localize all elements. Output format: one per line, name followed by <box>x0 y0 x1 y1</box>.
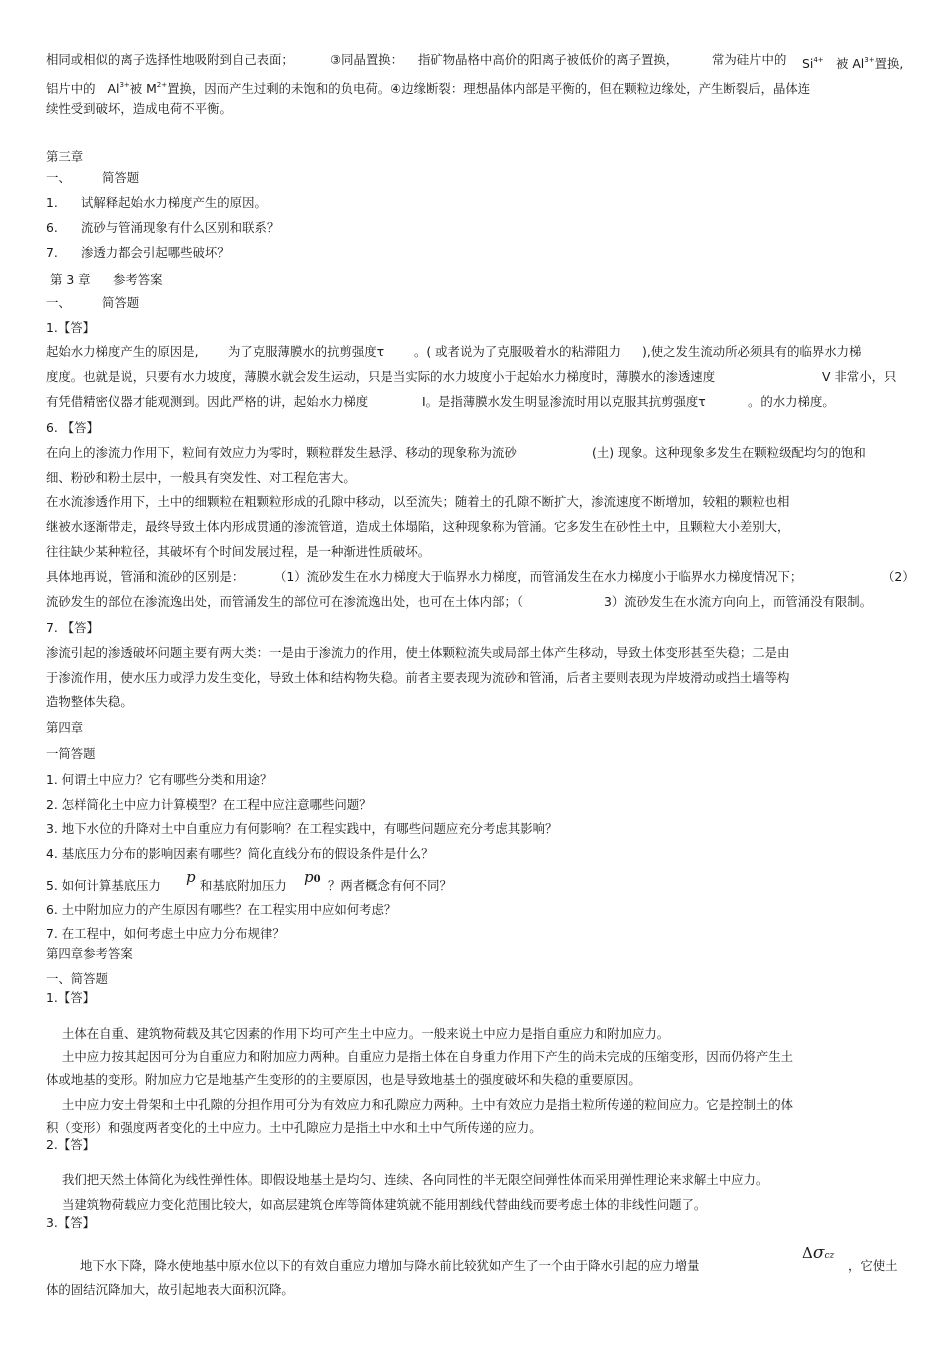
text: ③同晶置换： <box>330 52 404 67</box>
al-ion: $Al^{3+}$ <box>107 81 130 96</box>
question-item: 1. 试解释起始水力梯度产生的原因。 <box>46 195 267 210</box>
question-item: 7. 在工程中，如何考虑土中应力分布规律？ <box>46 926 285 941</box>
question-item: 3. 地下水位的升降对土中自重应力有何影响？在工程实践中，有哪些问题应充分考虑其影响？ <box>46 821 558 836</box>
answer-line: 继被水逐渐带走，最终导致土体内形成贯通的渗流管道，造成土体塌陷，这种现象称为管涌。它多发生在砂性土中，且颗粒大小差别大， <box>46 519 790 534</box>
answer-line: 地下水下降，降水使地基中原水位以下的有效自重应力增加与降水前比较犹如产生了一个由于降水引起的应力增量 Δσcz ，它使土 <box>80 1243 898 1273</box>
chapter-title: 第四章 <box>46 720 84 735</box>
answer-line: 在水流渗透作用下，土中的细颗粒在粗颗粒形成的孔隙中移动，以至流失；随着土的孔隙不断扩大，渗流速度不断增加，较粗的颗粒也相 <box>46 494 790 509</box>
text: 相同或相似的离子选择性地吸附到自己表面； <box>46 52 294 67</box>
section-heading: 一、 简答题 <box>46 295 140 310</box>
section-heading: 一、简答题 <box>46 971 108 986</box>
answer-label: 6. 【答】 <box>46 420 99 435</box>
question-item: 6. 流砂与管涌现象有什么区别和联系？ <box>46 220 280 235</box>
answer-line: 积（变形）和强度两者变化的土中应力。土中孔隙应力是指土中水和土中气所传递的应力。 <box>46 1120 542 1135</box>
question-item: 4. 基底压力分布的影响因素有哪些？简化直线分布的假设条件是什么？ <box>46 846 434 861</box>
answer-line: 土体在自重、建筑物荷载及其它因素的作用下均可产生土中应力。一般来说土中应力是指自重应力和附加应力。 <box>62 1026 670 1041</box>
answer-label: 2.【答】 <box>46 1137 95 1152</box>
answer-line: 流砂发生的部位在渗流逸出处，而管涌发生的部位可在渗流逸出处，也可在土体内部；（ 3）流砂发生在水流方向向上，而管涌没有限制。 <box>46 594 873 609</box>
answer-line: 渗流引起的渗透破坏问题主要有两大类：一是由于渗流力的作用，使土体颗粒流失或局部土体产生移动，导致土体变形甚至失稳；二是由 <box>46 645 790 660</box>
text: 指矿物晶格中高价的阳离子被低价的离子置换， <box>418 52 679 67</box>
text: 常为硅片中的 <box>712 52 787 67</box>
text: 置换，因而产生过剩的未饱和的负电荷。④边缘断裂：理想晶体内部是平衡的，但在颗粒边缘处，产生断裂后，晶体连 <box>167 81 811 96</box>
answer-line: 土中应力按其起因可分为自重应力和附加应力两种。自重应力是指土体在自身重力作用下产生的尚未完成的压缩变形，因而仍将产生土 <box>62 1049 794 1064</box>
answer-line: 于渗流作用，使水压力或浮力发生变化，导致土体和结构物失稳。前者主要表现为流砂和管涌，后者主要则表现为岸坡滑动或挡土墙等构 <box>46 670 790 685</box>
answer-line: 我们把天然土体简化为线性弹性体。即假设地基土是均匀、连续、各向同性的半无限空间弹性体而采用弹性理论来求解土中应力。 <box>62 1172 769 1187</box>
answers-title: 第 3 章 参考答案 <box>50 272 163 287</box>
answer-line: 体的固结沉降加大，故引起地表大面积沉降。 <box>46 1282 294 1297</box>
section-heading: 一简答题 <box>46 746 96 761</box>
al-ion: 被 $Al^{3+}$置换, <box>836 56 904 71</box>
m-ion: 被 $M^{2+}$ <box>129 81 168 96</box>
answer-line: 造物整体失稳。 <box>46 694 133 709</box>
question-item: 7. 渗透力都会引起哪些破坏？ <box>46 245 230 260</box>
p0-symbol: p0 <box>304 868 321 886</box>
answer-line: 起始水力梯度产生的原因是, 为了克服薄膜水的抗剪强度τ 。( 或者说为了克服吸着水的粘滞阻力 ),使之发生流动所必须具有的临界水力梯 <box>46 344 862 359</box>
answer-line: 度度。也就是说，只要有水力坡度，薄膜水就会发生运动，只是当实际的水力坡度小于起始水力梯度时，薄膜水的渗透速度 V 非常小，只 <box>46 369 897 384</box>
intro-line-3: 续性受到破坏，造成电荷不平衡。 <box>46 101 232 116</box>
answer-line: 往往缺少某种粒径，其破坏有个时间发展过程，是一种渐进性质破坏。 <box>46 544 431 559</box>
question-item: 1. 何谓土中应力？它有哪些分类和用途？ <box>46 772 273 787</box>
section-heading: 一、 简答题 <box>46 170 140 185</box>
answer-label: 3.【答】 <box>46 1215 95 1230</box>
answer-line: 细、粉砂和粉土层中，一般具有突发性、对工程危害大。 <box>46 470 356 485</box>
answer-line: 在向上的渗流力作用下，粒间有效应力为零时，颗粒群发生悬浮、移动的现象称为流砂 (土) 现象。这种现象多发生在颗粒级配均匀的饱和 <box>46 445 866 460</box>
answer-label: 7. 【答】 <box>46 620 99 635</box>
intro-line-1 <box>46 52 904 71</box>
chapter-title: 第三章 <box>46 149 84 164</box>
answer-line: 当建筑物荷载应力变化范围比较大，如高层建筑仓库等筒体建筑就不能用割线代替曲线而要考虑土体的非线性问题了。 <box>62 1197 707 1212</box>
answer-label: 1.【答】 <box>46 990 95 1005</box>
answer-line: 具体地再说，管涌和流砂的区别是： （1）流砂发生在水力梯度大于临界水力梯度，而管涌发生在水力梯度小于临界水力梯度情况下； （2） <box>46 569 915 584</box>
answer-line: 体或地基的变形。附加应力它是地基产生变形的的主要原因，也是导致地基土的强度破坏和失稳的重要原因。 <box>46 1072 641 1087</box>
answer-label: 1.【答】 <box>46 320 95 335</box>
intro-line-2 <box>46 77 810 97</box>
answer-line: 有凭借精密仪器才能观测到。因此严格的讲，起始水力梯度 I。是指薄膜水发生明显渗流时用以克服其抗剪强度τ 。的水力梯度。 <box>46 394 835 409</box>
question-item: 2. 怎样简化土中应力计算模型？在工程中应注意哪些问题？ <box>46 797 372 812</box>
delta-sigma-cz-symbol: Δσcz <box>802 1243 835 1263</box>
answer-line: 土中应力安土骨架和土中孔隙的分担作用可分为有效应力和孔隙应力两种。土中有效应力是指土粒所传递的粒间应力。它是控制土的体 <box>62 1097 794 1112</box>
question-item: 5. 如何计算基底压力 p 和基底附加压力 p0 ？两者概念有何不同？ <box>46 868 452 893</box>
question-item: 6. 土中附加应力的产生原因有哪些？在工程实用中应如何考虑？ <box>46 902 397 917</box>
si-ion: $Si^{4+}$ <box>802 56 824 71</box>
text: 铝片中的 <box>46 81 96 96</box>
p-symbol: p <box>186 868 196 886</box>
answers-title: 第四章参考答案 <box>46 946 133 961</box>
